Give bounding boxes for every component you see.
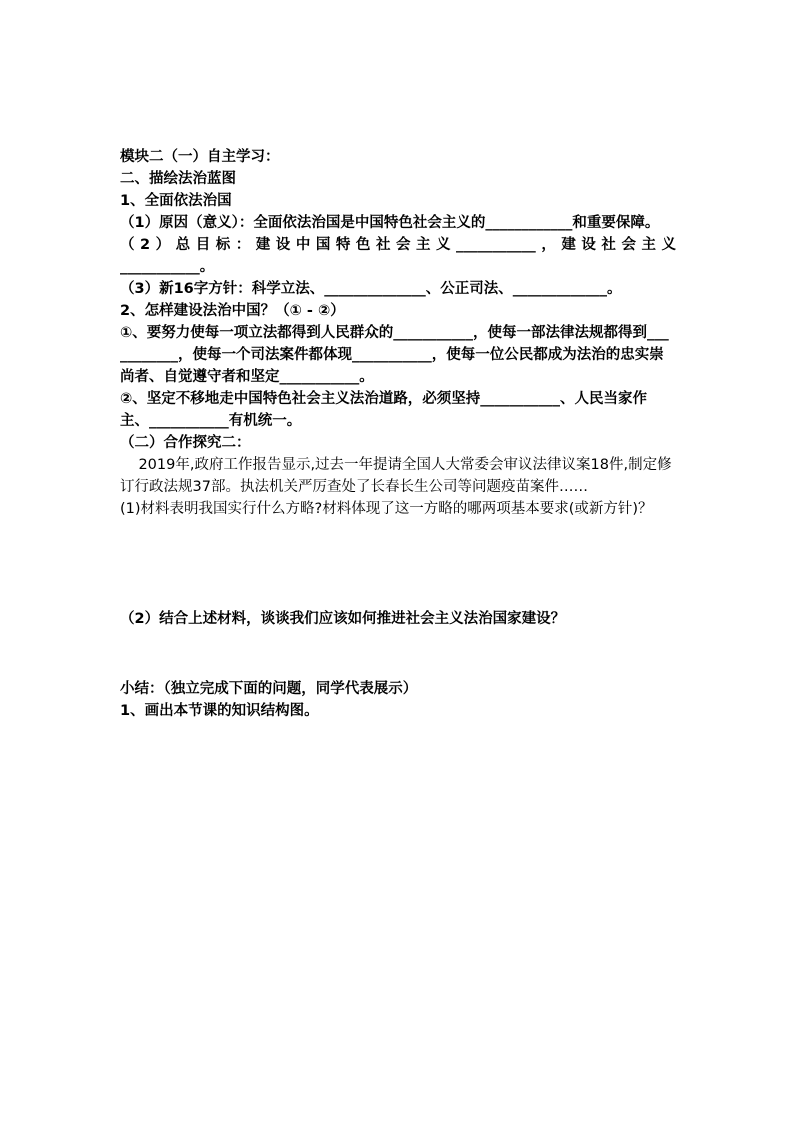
answer-space-1	[120, 520, 676, 608]
summary-title: 小结：（独立完成下面的问题，同学代表展示）	[120, 681, 418, 697]
item2-paragraph-2: ②、坚定不移地走中国特色社会主义法治道路，必须坚持___________、人民当家作主、___________有机统一。	[120, 391, 648, 429]
cooperation-material: 2019年,政府工作报告显示,过去一年提请全国人大常委会审议法律议案18件,制定修订行政法规37部。执法机关严厉查处了长春长生公司等问题疫苗案件……	[120, 457, 672, 495]
module-title: 模块二（一）自主学习：	[120, 149, 280, 165]
item2-title: 2、怎样建设法治中国？（① - ②）	[120, 303, 345, 319]
summary-question-1: 1、画出本节课的知识结构图。	[120, 703, 319, 719]
item1-paragraph-3: （3）新16字方针：科学立法、______________、公正司法、_____________。	[120, 281, 622, 297]
item1-title: 1、全面依法治国	[120, 193, 232, 209]
cooperation-question-2: （2）结合上述材料，谈谈我们应该如何推进社会主义法治国家建设？	[120, 611, 566, 627]
worksheet-page	[120, 146, 676, 722]
cooperation-question-1: (1)材料表明我国实行什么方略?材料体现了这一方略的哪两项基本要求(或新方针)？	[120, 501, 653, 517]
item1-paragraph-2a: （2）总目标：建设中国特色社会主义___________，建设社会主义	[120, 237, 676, 253]
item1-paragraph-2b: ___________。	[120, 259, 215, 275]
section-title: 二、描绘法治蓝图	[120, 171, 236, 187]
cooperation-title: （二）合作探究二：	[120, 435, 251, 451]
item1-paragraph-1: （1）原因（意义）：全面依法治国是中国特色社会主义的____________和重要保障。	[120, 215, 660, 231]
answer-space-2	[120, 630, 676, 678]
item2-paragraph-1: ①、要努力使每一项立法都得到人民群众的___________，使每一部法律法规都得到___________，使每一个司法案件都体现___________，使每一位公民都成为法治的忠实崇尚者、自觉遵守者和坚定___________。	[120, 325, 669, 385]
